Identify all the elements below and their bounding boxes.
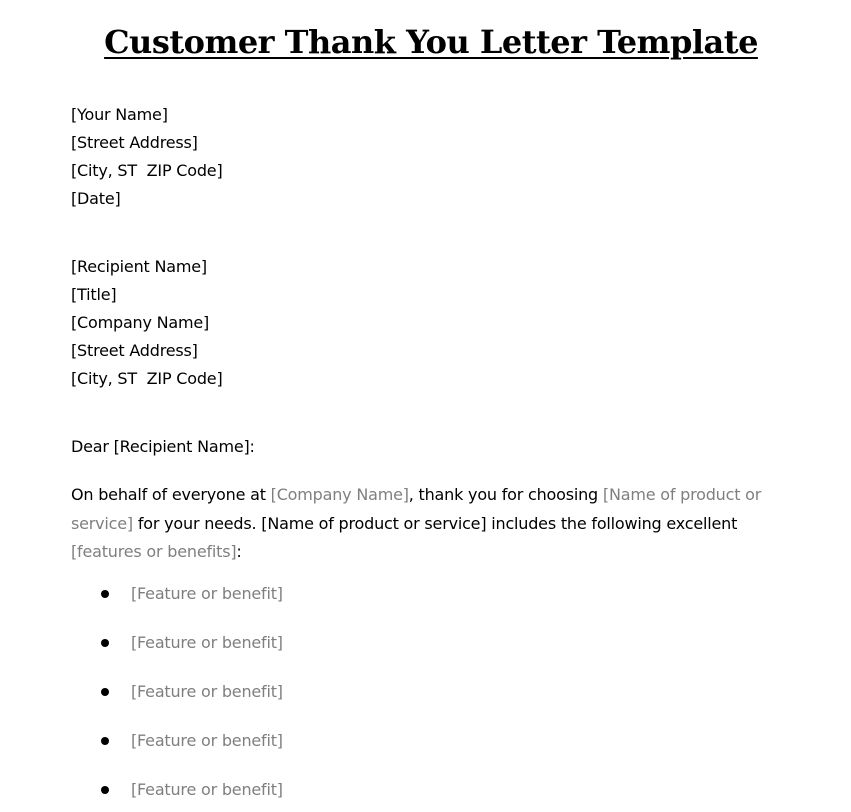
body-text: for your needs. [Name of product or service] includes the following excellent bbox=[132, 513, 738, 533]
sender-street-address: [Street Address] bbox=[71, 133, 198, 152]
feature-placeholder: [Feature or benefit] bbox=[131, 584, 283, 603]
body-text: , thank you for choosing bbox=[408, 485, 603, 504]
bullet-icon bbox=[101, 737, 109, 745]
feature-placeholder: [Feature or benefit] bbox=[131, 780, 283, 799]
bullet-icon bbox=[101, 590, 109, 598]
letter-date: [Date] bbox=[71, 189, 121, 208]
bullet-icon bbox=[101, 688, 109, 696]
product-placeholder: [Name of product or service] bbox=[71, 485, 762, 533]
salutation: Dear [Recipient Name]: bbox=[71, 437, 255, 456]
body-text: : bbox=[236, 542, 242, 561]
sender-address-block bbox=[71, 101, 223, 213]
sender-city-state-zip: [City, ST ZIP Code] bbox=[71, 161, 223, 180]
feature-placeholder: [Feature or benefit] bbox=[131, 682, 283, 701]
list-item bbox=[0, 776, 400, 804]
features-placeholder: [features or benefits] bbox=[71, 542, 237, 561]
feature-placeholder: [Feature or benefit] bbox=[131, 633, 283, 652]
list-item bbox=[0, 727, 400, 755]
sender-name: [Your Name] bbox=[71, 105, 168, 124]
recipient-city-state-zip: [City, ST ZIP Code] bbox=[71, 369, 223, 388]
bullet-icon bbox=[101, 786, 109, 794]
recipient-name: [Recipient Name] bbox=[71, 257, 207, 276]
body-paragraph bbox=[71, 481, 806, 567]
recipient-title: [Title] bbox=[71, 285, 117, 304]
list-item bbox=[0, 580, 400, 608]
list-item bbox=[0, 629, 400, 657]
body-text: On behalf of everyone at bbox=[71, 485, 271, 504]
recipient-company: [Company Name] bbox=[71, 313, 210, 332]
feature-placeholder: [Feature or benefit] bbox=[131, 731, 283, 750]
list-item bbox=[0, 678, 400, 706]
company-name-placeholder: [Company Name] bbox=[270, 485, 409, 504]
recipient-address-block bbox=[71, 253, 223, 393]
recipient-street-address: [Street Address] bbox=[71, 341, 198, 360]
bullet-icon bbox=[101, 639, 109, 647]
page-title: Customer Thank You Letter Template bbox=[104, 23, 758, 61]
